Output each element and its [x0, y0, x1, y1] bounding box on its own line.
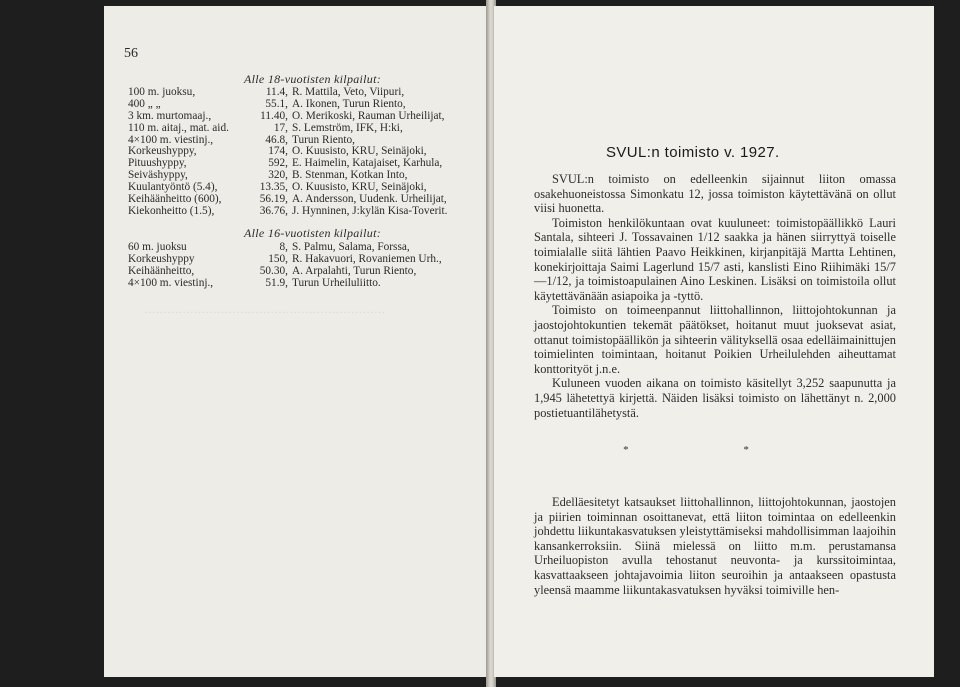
event-name: Korkeushyppy,: [128, 145, 197, 158]
event-name: 4×100 m. viestinj.,: [128, 133, 214, 146]
paragraph: SVUL:n toimisto on edelleenkin sijainnut liiton omassa osakehuoneistossa Simonkatu 12, jossa toimiston käytettävänä on ollut viisi huonetta.: [534, 172, 896, 216]
event-name: 60 m. juoksu: [128, 241, 187, 253]
result-value: 592,: [268, 157, 288, 170]
event-name: 4×100 m. viestinj.,: [128, 276, 214, 289]
event-name: 110 m. aitaj., mat. aid.: [128, 121, 229, 134]
result-value: 174,: [268, 145, 288, 158]
athlete-name: A. Arpalahti, Turun Riento,: [292, 264, 417, 277]
result-row: [128, 278, 442, 290]
result-row: [128, 254, 442, 266]
results-table-under-18: [128, 87, 447, 218]
result-value: 8,: [279, 241, 288, 253]
result-value: 150,: [268, 252, 288, 265]
result-row: [128, 206, 447, 218]
event-name: Keihäänheitto,: [128, 264, 195, 277]
result-value: 320,: [268, 169, 288, 182]
athlete-name: A. Andersson, Uudenk. Urheilijat,: [292, 193, 447, 206]
event-name: Korkeushyppy: [128, 252, 195, 265]
athlete-name: J. Hynninen, J:kylän Kisa-Toverit.: [292, 204, 448, 217]
event-name: Seiväshyppy,: [128, 169, 188, 182]
paragraph: Kuluneen vuoden aikana on toimisto käsitellyt 3,252 saapunutta ja 1,945 lähetettyä kirjettä. Näiden lisäksi toimisto on lähettänyt n. 2,000 postietuantilähetystä.: [534, 376, 896, 420]
result-value: 13.35,: [259, 181, 288, 194]
event-name: Keihäänheitto (600),: [128, 193, 222, 206]
section-separator: * *: [623, 444, 805, 456]
athlete-name: B. Stenman, Kotkan Into,: [292, 169, 408, 182]
event-name: Pituushyppy,: [128, 157, 187, 170]
athlete-name: A. Ikonen, Turun Riento,: [292, 97, 406, 110]
event-name: Kuulantyöntö (5.4),: [128, 181, 218, 194]
page-number: 56: [124, 46, 138, 61]
result-row: [128, 123, 447, 135]
athlete-name: E. Haimelin, Katajaiset, Karhula,: [292, 157, 443, 170]
results-table-under-16: [128, 242, 442, 290]
athlete-name: O. Merikoski, Rauman Urheilijat,: [292, 109, 445, 122]
result-value: 46.8,: [265, 133, 288, 146]
athlete-name: S. Lemström, IFK, H:ki,: [292, 121, 403, 134]
right-page: [494, 6, 934, 677]
paragraph: Toimiston henkilökuntaan ovat kuuluneet: toimistopäällikkö Lauri Santala, sihteeri J. Tossavainen 1/12 saakka ja hänen siirryttyä toiselle toimialalle siitä lähtien Paavo Heikkinen, kirjanpitäjä Martta Lehtinen, konekirjoittaja Saimi Lagerlund 15/7 asti, kanslisti Eino Riihimäki 15/7—1/12, ja toimistoapulainen Aino Leskinen. Lisäksi on toimistoila ollut käytettävänään asiapoika ja -tyttö.: [534, 215, 896, 303]
summary-text: [534, 495, 896, 597]
result-value: 51.9,: [265, 276, 288, 289]
result-value: 55.1,: [265, 97, 288, 110]
event-name: Kiekonheitto (1.5),: [128, 204, 215, 217]
athlete-name: Turun Urheiluliitto.: [292, 276, 381, 289]
result-row: [128, 266, 442, 278]
athlete-name: R. Hakavuori, Rovaniemen Urh.,: [292, 252, 442, 265]
result-value: 11.4,: [265, 86, 288, 98]
result-row: [128, 111, 447, 123]
athlete-name: R. Mattila, Veto, Viipuri,: [292, 86, 405, 98]
bleed-through-text: ·······························································: [144, 307, 386, 319]
result-value: 50.30,: [259, 264, 288, 277]
result-value: 11.40,: [260, 109, 288, 122]
event-name: 3 km. murtomaaj.,: [128, 109, 212, 122]
result-value: 56.19,: [259, 193, 288, 206]
section-heading-under-18: Alle 18-vuotisten kilpailut:: [244, 72, 382, 86]
athlete-name: Turun Riento,: [292, 133, 355, 146]
result-value: 36.76,: [259, 204, 288, 217]
section-heading-under-16: Alle 16-vuotisten kilpailut:: [244, 226, 382, 240]
bottom-border: [0, 677, 960, 687]
result-row: [128, 99, 447, 111]
result-value: 17,: [273, 121, 288, 134]
paragraph: Edelläesitetyt katsaukset liittohallinnon, liittojohtokunnan, jaostojen ja piirien toiminnan osoittanevat, että liiton toimintaa on edelleenkin johdettu liikuntakasvatuksen yleistyttämiseksi mahdollisimman laajoihin kansankerroksiin. Siinä mielessä on liitto m.m. perustamansa Urheiluopiston avulla tehostanut neuvonta- ja kurssitoimintaa, kasvattaakseen johtajavoimia liiton seuroihin ja antaakseen opastusta yleensä maamme liikuntakasvatuksen hyväksi toimiville hen-: [534, 495, 896, 597]
athlete-name: O. Kuusisto, KRU, Seinäjoki,: [292, 145, 427, 158]
left-page: [104, 6, 488, 677]
paragraph: Toimisto on toimeenpannut liittohallinnon, liittojohtokunnan ja jaostojohtokuntien tekemät päätökset, hoitanut muut juoksevat asiat, ottanut toimistopäällikön ja sihteerin välityksellä osaa edelläimainittujen toimielinten toimintaan, hoitanut Poikien Urheilulehden aiheuttamat konttorityöt j.n.e.: [534, 303, 896, 376]
event-name: 100 m. juoksu,: [128, 86, 196, 98]
athlete-name: O. Kuusisto, KRU, Seinäjoki,: [292, 181, 427, 194]
section-title: SVUL:n toimisto v. 1927.: [606, 144, 780, 161]
athlete-name: S. Palmu, Salama, Forssa,: [292, 241, 410, 253]
office-report-text: [534, 172, 896, 420]
event-name: 400 „ „: [128, 97, 161, 110]
